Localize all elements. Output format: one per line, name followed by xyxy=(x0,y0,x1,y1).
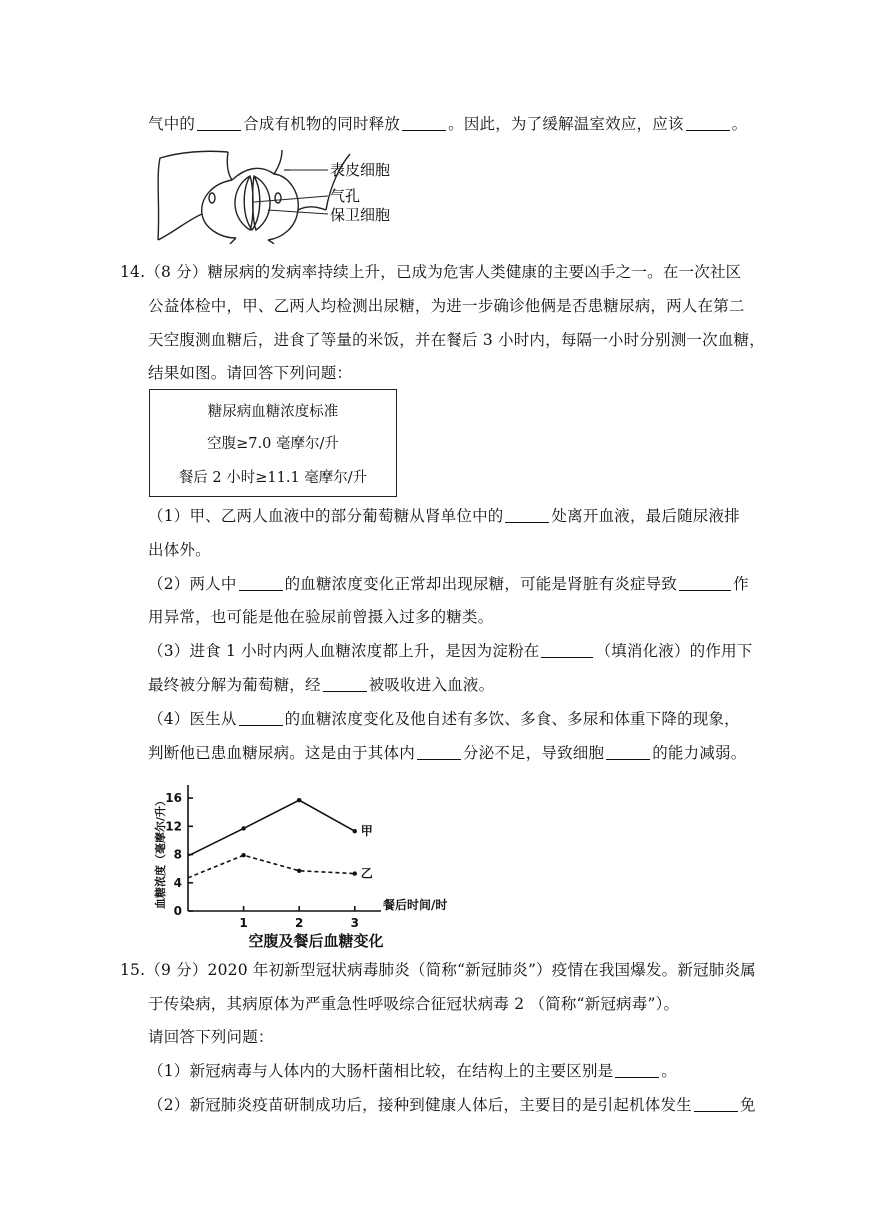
q14-line-4: 结果如图。请回答下列问题： xyxy=(148,364,353,382)
data-point xyxy=(241,826,245,830)
q14-line-2: 公益体检中，甲、乙两人均检测出尿糖，为进一步确诊他俩是否患糖尿病，两人在第二 xyxy=(148,297,745,315)
data-point xyxy=(241,853,245,857)
stomata-diagram xyxy=(150,146,390,244)
answer-blank[interactable] xyxy=(197,116,241,131)
q15-sub1: （1）新冠病毒与人体内的大肠杆菌相比较，在结构上的主要区别是 。 xyxy=(148,1062,678,1080)
y-tick-label: 16 xyxy=(165,791,182,806)
q14-sub1-cont: 出体外。 xyxy=(148,541,211,559)
q14-line-1: 14.（8 分）糖尿病的发病率持续上升，已成为危害人类健康的主要凶手之一。在一次社区 xyxy=(120,263,742,281)
series-label: 甲 xyxy=(360,824,373,839)
series-label: 乙 xyxy=(360,866,373,881)
q14-sub4: （4）医生从 的血糖浓度变化及他自述有多饮、多食、多尿和体重下降的现象， xyxy=(148,710,740,728)
answer-blank[interactable] xyxy=(323,677,367,692)
x-tick-label: 1 xyxy=(239,916,248,930)
y-tick-label: 0 xyxy=(173,904,182,918)
answer-blank[interactable] xyxy=(686,116,730,131)
answer-blank[interactable] xyxy=(541,643,593,658)
answer-blank[interactable] xyxy=(615,1063,659,1078)
x-axis-label: 餐后时间/时 xyxy=(383,898,448,912)
q15-line-3: 请回答下列问题： xyxy=(148,1028,274,1046)
answer-blank[interactable] xyxy=(239,711,283,726)
answer-blank[interactable] xyxy=(402,116,446,131)
answer-blank[interactable] xyxy=(606,745,650,760)
q15-line-2: 于传染病，其病原体为严重急性呼吸综合征冠状病毒 2 （简称“新冠病毒”）。 xyxy=(148,995,680,1013)
q14-line-3: 天空腹测血糖后，进食了等量的米饭，并在餐后 3 小时内，每隔一小时分别测一次血糖， xyxy=(148,331,765,349)
box-title: 糖尿病血糖浓度标准 xyxy=(207,404,339,420)
label-guard-cell: 保卫细胞 xyxy=(330,206,390,224)
y-tick-label: 8 xyxy=(173,847,182,862)
q14-sub4-cont: 判断他已患血糖尿病。这是由于其体内 分泌不足，导致细胞 的能力减弱。 xyxy=(148,744,747,762)
answer-blank[interactable] xyxy=(239,576,283,591)
q14-sub2-cont: 用异常，也可能是他在验尿前曾摄入过多的糖类。 xyxy=(148,608,494,626)
data-point xyxy=(353,871,357,875)
x-tick-label: 2 xyxy=(294,916,304,930)
data-point xyxy=(297,798,301,802)
label-stoma: 气孔 xyxy=(330,187,361,205)
series-line-yi xyxy=(188,855,355,878)
chart-title: 空腹及餐后血糖变化 xyxy=(248,932,384,950)
blood-glucose-chart xyxy=(150,780,470,952)
q14-sub2: （2）两人中 的血糖浓度变化正常却出现尿糖，可能是肾脏有炎症导致 作 xyxy=(148,575,749,593)
y-axis-label: 血糖浓度（毫摩尔/升） xyxy=(154,794,167,909)
y-tick-label: 4 xyxy=(173,875,182,890)
answer-blank[interactable] xyxy=(694,1097,738,1112)
data-point xyxy=(297,869,301,873)
q14-sub3-cont: 最终被分解为葡萄糖，经 被吸收进入血液。 xyxy=(148,676,495,694)
label-epidermis-cell: 表皮细胞 xyxy=(330,161,390,179)
x-tick-label: 3 xyxy=(350,916,359,930)
answer-blank[interactable] xyxy=(505,508,549,523)
box-after-meal: 餐后 2 小时≥11.1 毫摩尔/升 xyxy=(178,470,368,486)
box-fasting: 空腹≥7.0 毫摩尔/升 xyxy=(207,436,339,452)
q14-sub3: （3）进食 1 小时内两人血糖浓度都上升，是因为淀粉在 （填消化液）的作用下 xyxy=(148,642,753,660)
y-tick-label: 12 xyxy=(165,819,182,834)
q15-line-1: 15.（9 分）2020 年初新型冠状病毒肺炎（简称“新冠肺炎”）疫情在我国爆发。新冠肺炎属 xyxy=(120,961,756,979)
top-question-line: 气中的 合成有机物的同时释放 。因此，为了缓解温室效应，应该 。 xyxy=(148,115,748,133)
answer-blank[interactable] xyxy=(417,745,461,760)
answer-blank[interactable] xyxy=(679,576,731,591)
series-line-jia xyxy=(188,800,355,856)
q15-sub2: （2）新冠肺炎疫苗研制成功后，接种到健康人体后，主要目的是引起机体发生 免 xyxy=(148,1096,756,1114)
data-point xyxy=(353,829,357,833)
diabetes-standard-box xyxy=(149,389,397,497)
q14-sub1: （1）甲、乙两人血液中的部分葡萄糖从肾单位中的 处离开血液，最后随尿液排 xyxy=(148,507,740,525)
